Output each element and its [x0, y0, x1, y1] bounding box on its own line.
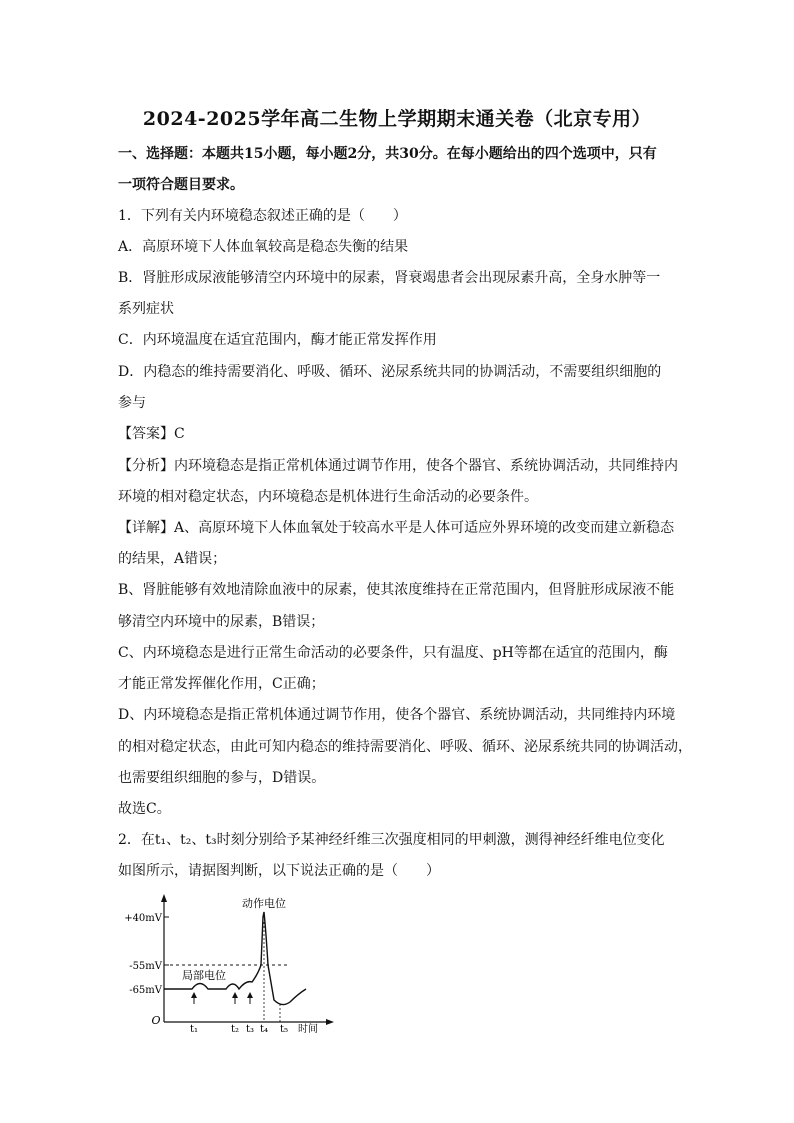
- section-heading-line2: 一项符合题目要求。: [118, 177, 244, 193]
- question-1-option-a: A．高原环境下人体血氧较高是稳态失衡的结果: [118, 239, 409, 255]
- question-1-answer: 【答案】C: [118, 426, 185, 442]
- exam-title: 2024-2025学年高二生物上学期期末通关卷（北京专用）: [142, 108, 652, 130]
- question-1-detail-d-line3: 也需要组织细胞的参与，D错误。: [118, 770, 326, 786]
- section-heading-line1: 一、选择题：本题共15小题，每小题2分，共30分。在每小题给出的四个选项中，只有: [118, 146, 657, 162]
- x-axis-label: 时间: [298, 1024, 318, 1034]
- question-1-option-d-line1: D．内稳态的维持需要消化、呼吸、循环、泌尿系统共同的协调活动，不需要组织细胞的: [118, 364, 662, 380]
- y-label-plus40: +40mV: [124, 913, 162, 924]
- x-tick-t2: t₂: [230, 1024, 240, 1034]
- question-1-detail-c-line2: 才能正常发挥催化作用，C正确；: [118, 676, 325, 692]
- origin-label: O: [151, 1014, 161, 1027]
- x-tick-t5: t₅: [279, 1024, 289, 1034]
- membrane-potential-curve: [164, 912, 306, 1005]
- question-1-detail-b-line1: B、肾脏能够有效地清除血液中的尿素，使其浓度维持在正常范围内，但肾脏形成尿液不能: [118, 582, 675, 598]
- question-2-stem-line1: 2．在t₁、t₂、t₃时刻分别给予某神经纤维三次强度相同的甲刺激，测得神经纤维电位变化: [118, 832, 665, 848]
- y-label-minus65: -65mV: [129, 985, 162, 996]
- question-1-analysis-line1: 【分析】内环境稳态是指正常机体通过调节作用，使各个器官、系统协调活动，共同维持内: [118, 458, 678, 474]
- question-1-detail-a-line2: 的结果，A错误；: [118, 551, 227, 567]
- y-axis-arrow: [161, 894, 167, 902]
- x-tick-t4: t₄: [259, 1024, 269, 1034]
- question-1-option-d-line2: 参与: [118, 395, 146, 411]
- action-potential-label: 动作电位: [242, 897, 286, 910]
- x-tick-t1: t₁: [189, 1024, 199, 1034]
- question-2-stem-line2: 如图所示，请据图判断，以下说法正确的是（ ）: [118, 863, 440, 879]
- question-1-option-c: C．内环境温度在适宜范围内，酶才能正常发挥作用: [118, 332, 437, 348]
- question-1-detail-d-line2: 的相对稳定状态，由此可知内稳态的维持需要消化、呼吸、循环、泌尿系统共同的协调活动，: [118, 739, 692, 755]
- question-1-option-b-line1: B．肾脏形成尿液能够清空内环境中的尿素，肾衰竭患者会出现尿素升高，全身水肿等一: [118, 270, 661, 286]
- question-1-option-b-line2: 系列症状: [118, 301, 174, 317]
- question-1-analysis-line2: 环境的相对稳定状态，内环境稳态是机体进行生命活动的必要条件。: [118, 489, 538, 505]
- stimulus-arrow-t3: [247, 992, 253, 1004]
- question-1-detail-d-line1: D、内环境稳态是指正常机体通过调节作用，使各个器官、系统协调活动，共同维持内环境: [118, 707, 676, 723]
- x-tick-t3: t₃: [245, 1024, 255, 1034]
- y-label-minus55: -55mV: [129, 961, 162, 972]
- stimulus-arrow-t2: [232, 992, 238, 1004]
- question-1-conclusion: 故选C。: [118, 801, 171, 817]
- local-potential-label: 局部电位: [182, 969, 226, 982]
- question-1-detail-c-line1: C、内环境稳态是进行正常生命活动的必要条件，只有温度、pH等都在适宜的范围内，酶: [118, 645, 668, 661]
- question-1-detail-b-line2: 够清空内环境中的尿素，B错误；: [118, 614, 325, 630]
- membrane-potential-figure: [118, 892, 338, 1034]
- stimulus-arrow-t1: [191, 992, 197, 1004]
- question-1-stem: 1．下列有关内环境稳态叙述正确的是（ ）: [118, 208, 407, 224]
- question-1-detail-a-line1: 【详解】A、高原环境下人体血氧处于较高水平是人体可适应外界环境的改变而建立新稳态: [118, 520, 675, 536]
- x-axis-arrow: [326, 1019, 334, 1025]
